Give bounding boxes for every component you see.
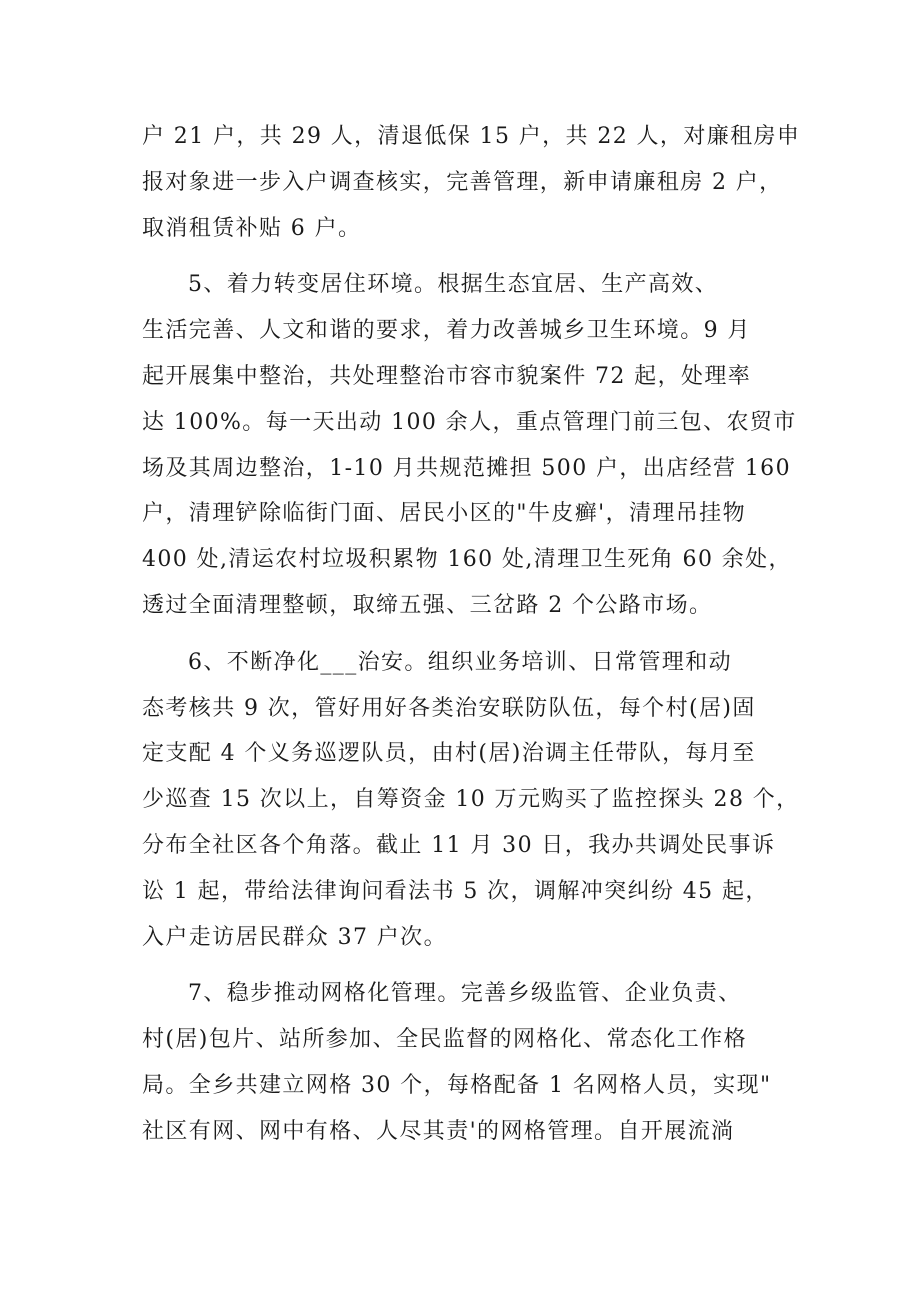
text-line: 400 处,清运农村垃圾积累物 160 处,清理卫生死角 60 余处，	[142, 547, 792, 573]
text-line: 社区有网、网中有格、人尽其责'的网格管理。自开展流淌	[142, 1118, 735, 1144]
text-line: 起开展集中整治，共处理整治市容市貌案件 72 起，处理率	[142, 363, 752, 389]
text-line: 报对象进一步入户调查核实，完善管理，新申请廉租房 2 户，	[142, 169, 783, 195]
text-line: 6、不断净化___治安。组织业务培训、日常管理和动	[188, 649, 732, 675]
text-line: 5、着力转变居住环境。根据生态宜居、生产高效、	[188, 272, 719, 298]
body-text	[142, 114, 802, 1155]
text-line: 7、稳步推动网格化管理。完善乡级监管、企业负责、	[188, 981, 742, 1007]
paragraph-spacer	[142, 629, 802, 640]
text-line: 讼 1 起，带给法律询问看法书 5 次，调解冲突纠纷 45 起，	[142, 878, 769, 904]
text-line: 户，清理铲除临街门面、居民小区的"牛皮癣'，清理吊挂物	[142, 501, 746, 527]
paragraph-7	[142, 971, 802, 1154]
text-line: 取消租赁补贴 6 户。	[142, 215, 362, 241]
text-line: 定支配 4 个义务巡逻队员，由村(居)治调主任带队，每月至	[142, 741, 756, 767]
text-line: 态考核共 9 次，管好用好各类治安联防队伍，每个村(居)固	[142, 695, 756, 721]
text-line: 生活完善、人文和谐的要求，着力改善城乡卫生环境。9 月	[142, 318, 751, 344]
text-line: 透过全面清理整顿，取缔五强、三岔路 2 个公路市场。	[142, 592, 713, 618]
paragraph-continued	[142, 114, 802, 251]
paragraph-spacer	[142, 960, 802, 971]
text-line: 场及其周边整治，1-10 月共规范摊担 500 户，出店经营 160	[142, 455, 791, 481]
text-line: 户 21 户，共 29 人，清退低保 15 户，共 22 人，对廉租房申	[142, 124, 801, 149]
paragraph-5	[142, 262, 802, 628]
paragraph-6	[142, 640, 802, 961]
text-line: 局。全乡共建立网格 30 个，每格配备 1 名网格人员，实现"	[142, 1072, 772, 1098]
text-line: 分布全社区各个角落。截止 11 月 30 日，我办共调处民事诉	[142, 832, 776, 858]
text-line: 村(居)包片、站所参加、全民监督的网格化、常态化工作格	[142, 1027, 747, 1053]
text-line: 达 100%。每一天出动 100 余人，重点管理门前三包、农贸市	[142, 409, 797, 435]
paragraph-spacer	[142, 251, 802, 262]
text-line: 少巡查 15 次以上，自筹资金 10 万元购买了监控探头 28 个，	[142, 787, 800, 813]
text-line: 入户走访居民群众 37 户次。	[142, 924, 447, 950]
